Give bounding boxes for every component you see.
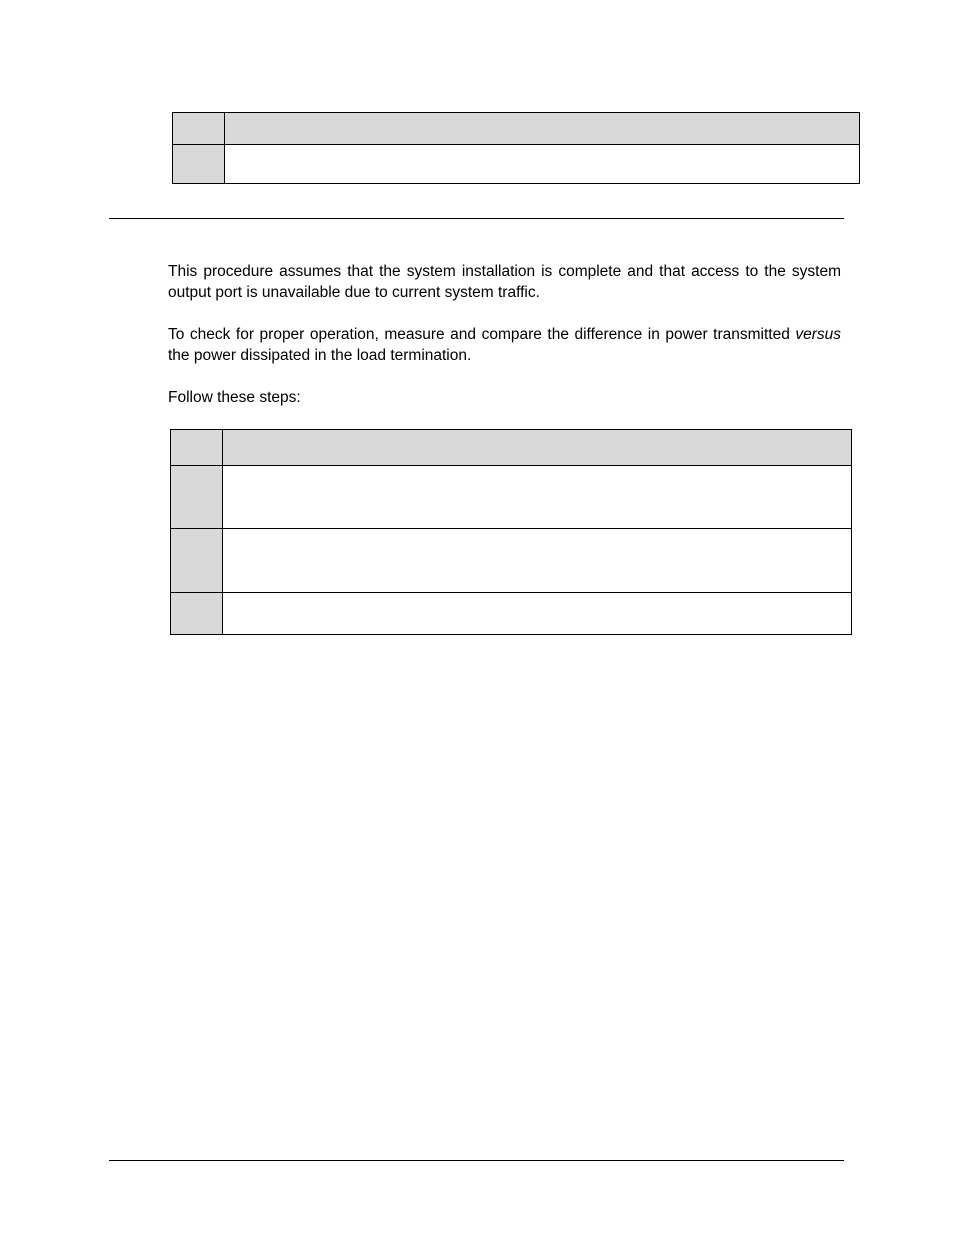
procedure-text-start: To check for proper operation, measure and compare the difference in power transmitted <box>168 326 796 343</box>
step-number-cell <box>173 145 225 184</box>
step-text-cell <box>225 113 860 145</box>
step-text-cell <box>223 466 852 529</box>
footer-divider <box>109 1160 844 1161</box>
step-number-cell <box>173 113 225 145</box>
procedure-emphasis: versus <box>795 326 841 343</box>
table-header-row <box>173 113 860 145</box>
table-row <box>173 145 860 184</box>
intro-paragraph: This procedure assumes that the system installation is complete and that access to the system output port is unavailable due to current system traffic. <box>168 263 841 301</box>
table-header-row <box>171 430 852 466</box>
step-number-header <box>171 430 223 466</box>
table-row <box>171 593 852 635</box>
step-number-cell <box>171 593 223 635</box>
follow-steps-paragraph: Follow these steps: <box>168 389 301 406</box>
section-divider <box>109 218 844 219</box>
step-text-cell <box>223 593 852 635</box>
top-step-table <box>172 112 860 184</box>
step-text-cell <box>225 145 860 184</box>
procedure-step-table <box>170 429 852 635</box>
table-row <box>171 529 852 593</box>
table-row <box>171 466 852 529</box>
procedure-text-end: the power dissipated in the load termination. <box>168 347 472 364</box>
step-number-cell <box>171 529 223 593</box>
step-description-header <box>223 430 852 466</box>
procedure-paragraph <box>168 324 841 366</box>
step-text-cell <box>223 529 852 593</box>
step-number-cell <box>171 466 223 529</box>
